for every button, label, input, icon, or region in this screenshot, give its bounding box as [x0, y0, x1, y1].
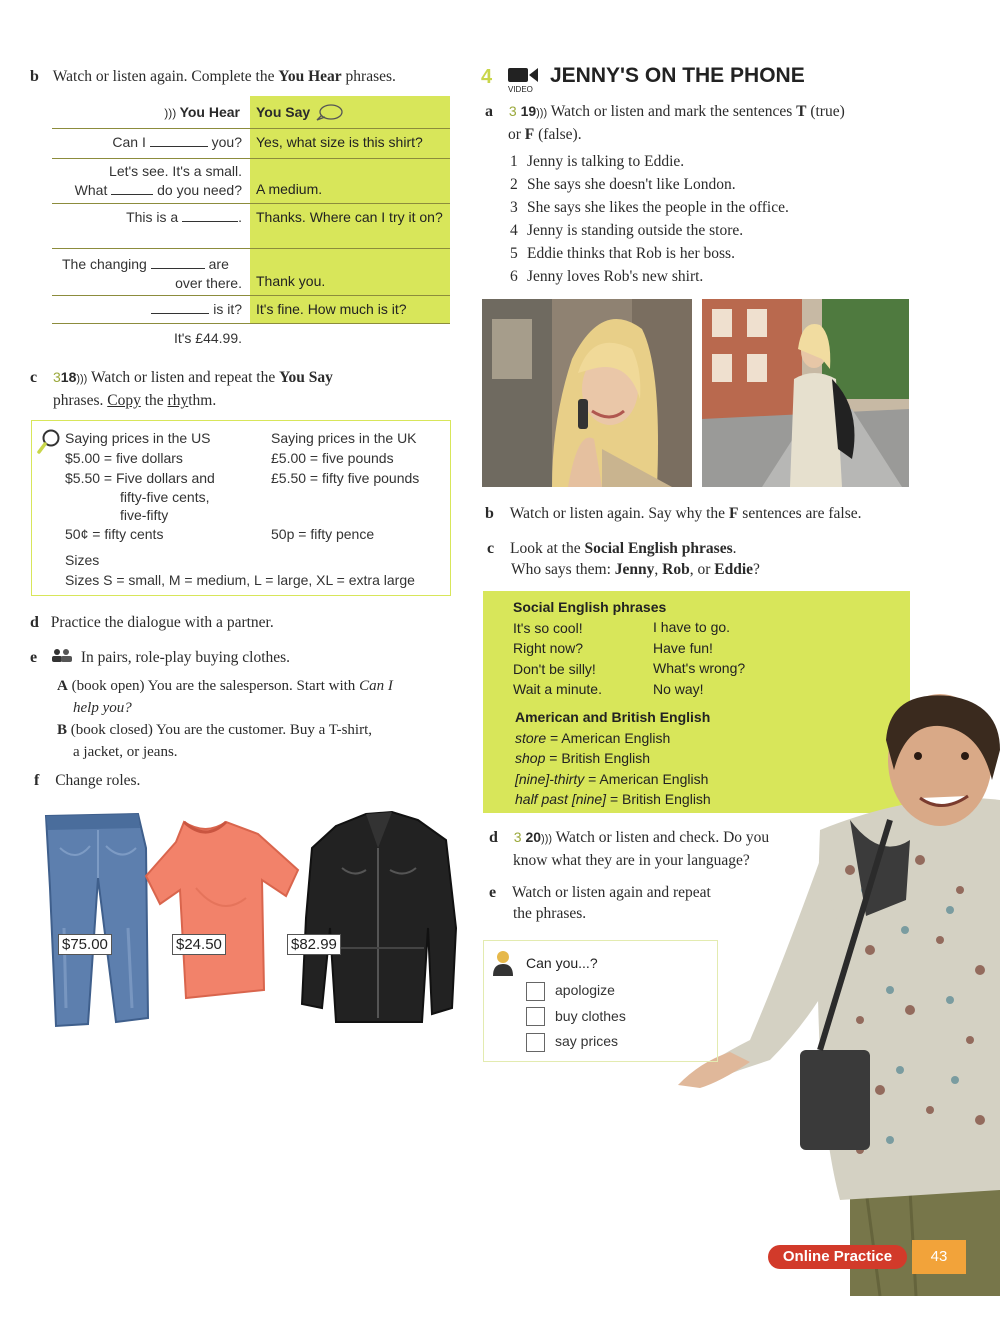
blank-line [111, 194, 153, 195]
american-british-block: American and British English store = American English shop = British English [nine]-thirty = American English half past [nine] = British English [515, 709, 711, 807]
cd-track: 3 20))) [513, 829, 553, 845]
pair-work-icon [51, 648, 73, 662]
checkbox[interactable] [526, 1007, 545, 1026]
speaker-icon: ))) [536, 107, 548, 119]
table-row-4-say: Thank you. [256, 273, 326, 289]
exercise-e-instruction: e In pairs, role-play buying clothes. [30, 649, 291, 666]
exercise-c-instruction: c 318))) Watch or listen and repeat the You Say phrases. Copy the rhythm. [30, 369, 333, 409]
blank-line [151, 313, 209, 314]
list-item: 6 Jenny loves Rob's new shirt. [510, 268, 704, 285]
exercise-a-instruction: a 3 19))) Watch or listen and mark the sentences T (true) or F (false). [485, 103, 845, 143]
price-tag-jeans: $75.00 [58, 934, 112, 955]
can-you-title: Can you...? [526, 955, 598, 971]
exercise-d-instruction: d Practice the dialogue with a partner. [30, 614, 274, 631]
checklist-item[interactable]: apologize [526, 978, 626, 1004]
you-hear-header: ))) You Hear [164, 104, 240, 120]
blank-line [182, 221, 238, 222]
price-tag-jacket: $82.99 [287, 934, 341, 955]
sizes-block: Sizes Sizes S = small, M = medium, L = large, XL = extra large [65, 552, 415, 588]
cd-track: 318))) [52, 369, 88, 385]
page-number: 43 [912, 1240, 966, 1274]
uk-pence: 50p = fifty pence [271, 526, 375, 542]
speaker-icon: ))) [541, 833, 553, 845]
list-item: 2 She says she doesn't like London. [510, 176, 736, 193]
magnifier-icon [36, 428, 62, 456]
checkbox[interactable] [526, 982, 545, 1001]
true-false-list [510, 150, 789, 288]
section-number: 4 [481, 66, 493, 88]
table-row-3-hear: This is a . [126, 209, 242, 225]
table-row-2-hear: Let's see. It's a small. What do you need? [74, 163, 242, 198]
table-row-5-hear: is it? [52, 301, 242, 317]
table-row-4-hear: The changing are over there. [62, 256, 242, 291]
list-item: 5 Eddie thinks that Rob is her boss. [510, 245, 735, 262]
jenny-street-photo [702, 299, 909, 487]
you-say-header: You Say [256, 104, 344, 122]
table-row-5-say: It's fine. How much is it? [256, 301, 407, 317]
cd-track: 3 19))) [508, 103, 548, 119]
uk-prices: Saying prices in the UK £5.00 = five pounds £5.50 = fifty five pounds [271, 430, 420, 486]
speech-bubble-icon [314, 104, 344, 122]
clothes-illustration [36, 808, 461, 1033]
price-tag-tshirt: $24.50 [172, 934, 226, 955]
us-prices: Saying prices in the US $5.00 = five dollars $5.50 = Five dollars and fifty-five cents, five-fifty 50¢ = fifty cents [65, 430, 215, 542]
checklist-item[interactable]: say prices [526, 1029, 626, 1055]
exercise-f-instruction: f Change roles. [34, 772, 141, 789]
tshirt-image [146, 822, 298, 998]
exercise-c-right-instruction: c Look at the Social English phrases. Who says them: Jenny, Rob, or Eddie? [487, 540, 760, 578]
person-icon [492, 950, 514, 976]
exercise-b-instruction: b Watch or listen again. Complete the You Hear phrases. [30, 68, 396, 85]
table-row-1-say: Yes, what size is this shirt? [256, 134, 423, 150]
eddie-photo [670, 690, 1000, 1296]
social-english-col2: I have to go. Have fun! What's wrong? No way! [653, 619, 746, 697]
checklist-item[interactable]: buy clothes [526, 1004, 626, 1030]
exercise-e-right-instruction: e Watch or listen again and repeat the phrases. [489, 884, 711, 922]
list-item: 4 Jenny is standing outside the store. [510, 222, 744, 239]
table-row-3-say: Thanks. Where can I try it on? [256, 209, 443, 225]
can-you-checklist [526, 978, 626, 1055]
role-a: A (book open) You are the salesperson. Start with Can I help you? [57, 678, 393, 716]
online-practice-button[interactable]: Online Practice [768, 1245, 907, 1269]
checkbox[interactable] [526, 1033, 545, 1052]
table-row-2-say: A medium. [256, 181, 323, 197]
table-row-6-hear: It's £44.99. [173, 330, 242, 346]
speaker-icon: ))) [164, 106, 180, 120]
blank-line [150, 146, 208, 147]
video-camera-icon [507, 66, 539, 84]
blank-line [151, 268, 205, 269]
jeans-image [46, 814, 148, 1026]
section-title: JENNY'S ON THE PHONE [550, 64, 805, 87]
social-english-col1: Social English phrases It's so cool! Right now? Don't be silly! Wait a minute. [513, 599, 667, 697]
table-row-1-hear: Can I you? [112, 134, 242, 150]
leather-jacket-image [302, 812, 456, 1022]
exercise-b-right-instruction: b Watch or listen again. Say why the F sentences are false. [485, 505, 862, 522]
video-label: VIDEO [508, 85, 533, 94]
exercise-d-right-instruction: d 3 20))) Watch or listen and check. Do you know what they are in your language? [489, 829, 770, 869]
role-b: B (book closed) You are the customer. Buy a T-shirt, a jacket, or jeans. [57, 722, 372, 760]
list-item: 3 She says she likes the people in the office. [510, 199, 789, 216]
list-item: 1 Jenny is talking to Eddie. [510, 153, 685, 170]
jenny-phone-photo [482, 299, 692, 487]
speaker-icon: ))) [76, 373, 88, 385]
